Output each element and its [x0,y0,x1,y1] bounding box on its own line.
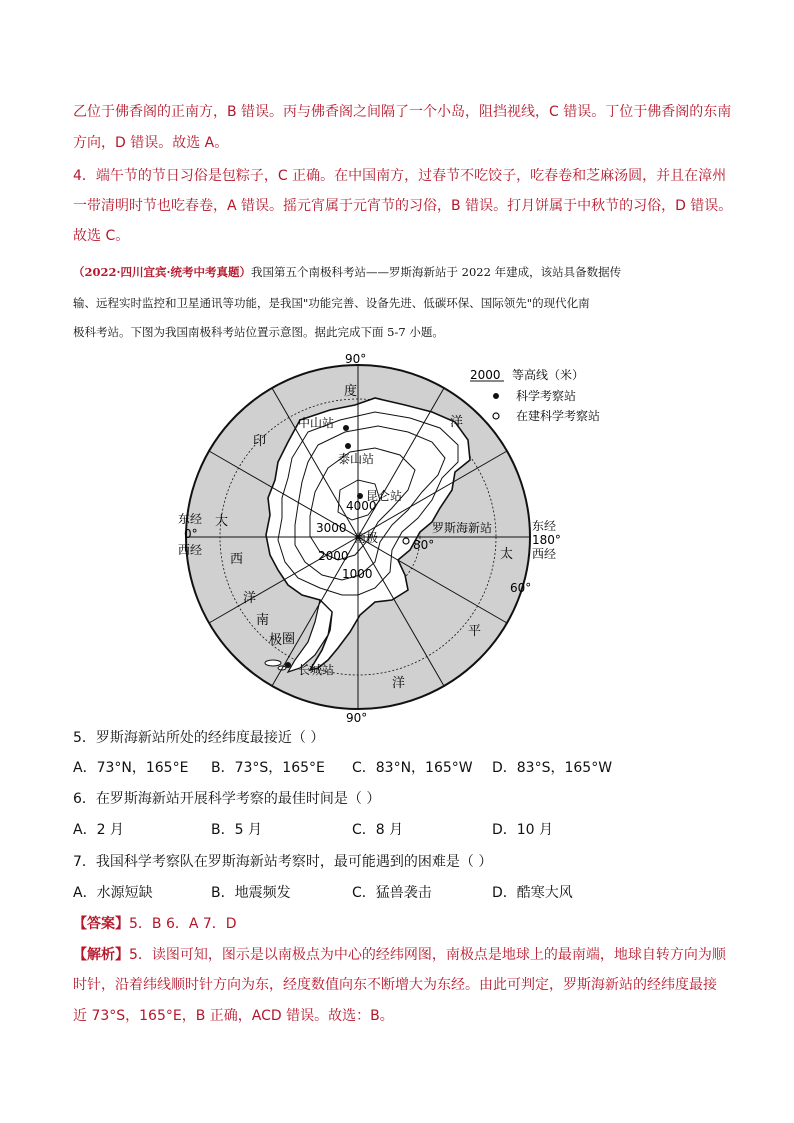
legend-building-icon [493,413,499,419]
antarctic-circle-char: 极 [269,633,283,648]
label-80: 80° [413,538,435,552]
legend-contour-label: 等高线（米） [512,368,585,382]
kunlun-station-marker [357,493,363,499]
explanation-line: 乙位于佛香阁的正南方，B 错误。丙与佛香阁之间隔了一个小岛，阻挡视线，C 错误。丁位于佛香阁的东南 [73,104,732,120]
analysis-text: 5．读图可知，图示是以南极点为中心的经纬网图，南极点是地球上的最南端，地球自转方向为顺 [129,947,726,963]
explanation-line: 方向，D 错误。故选 A。 [73,135,229,151]
q5-option-a[interactable]: A．73°N，165°E [73,760,189,776]
label-90-bottom: 90° [346,711,368,725]
ocean-pacific-char: 太 [500,547,514,562]
label-zero: 0° [184,527,198,541]
south-pole-label: 南极 [354,531,379,545]
q7-option-c[interactable]: C．猛兽袭击 [352,885,432,901]
analysis-line: 近 73°S，165°E，B 正确，ACD 错误。故选：B。 [73,1008,394,1024]
contour-label: 1000 [342,567,373,581]
explanation-item4-line: 故选 C。 [73,228,130,244]
q5-option-c[interactable]: C．83°N，165°W [352,760,473,776]
q6-option-b[interactable]: B．5 月 [211,822,262,838]
answer-line [73,914,237,934]
ocean-atlantic-char: 洋 [243,591,257,606]
ocean-indian-char: 印 [253,434,267,449]
kunlun-station-label: 昆仑站 [366,489,403,503]
antarctic-station-map [170,350,630,725]
ocean-atlantic-char: 西 [230,552,244,567]
label-90-top: 90° [345,352,367,366]
question-6-stem: 6．在罗斯海新站开展科学考察的最佳时间是（ ） [73,791,381,807]
rosssea-station-marker [403,538,409,544]
contour-label: 4000 [346,499,377,513]
antarctic-circle-char: 南 [256,613,270,628]
intro-line: 极科考站。下图为我国南极科考站位置示意图。据此完成下面 5-7 小题。 [73,325,444,339]
intro-text: 我国第五个南极科考站——罗斯海新站于 2022 年建成，该站具备数据传 [251,265,622,279]
q6-option-d[interactable]: D．10 月 [492,822,554,838]
taishan-station-label: 泰山站 [338,452,375,466]
answer-text: 5．B 6．A 7．D [129,916,237,932]
legend-station-icon [493,393,499,399]
changcheng-station-marker [285,662,291,668]
contour-label: 2000 [318,549,349,563]
question-7-stem: 7．我国科学考察队在罗斯海新站考察时，最可能遇到的困难是（ ） [73,854,493,870]
legend-contour-value: 2000 [470,368,501,382]
ocean-pacific-char: 平 [468,624,482,639]
antarctic-circle-char: 圈 [282,632,296,647]
q5-option-d[interactable]: D．83°S，165°W [492,760,613,776]
zhongshan-station-label: 中山站 [298,416,335,430]
label-east-left: 东经 [178,512,203,526]
q7-option-b[interactable]: B．地震频发 [211,885,291,901]
intro-line: 输、远程实时监控和卫星通讯等功能，是我国"功能完善、设备先进、低碳环保、国际领先"的现代化南 [73,296,590,310]
rosssea-station-label: 罗斯海新站 [432,521,493,535]
q7-option-a[interactable]: A．水源短缺 [73,885,153,901]
q5-option-b[interactable]: B．73°S，165°E [211,760,325,776]
label-west-right: 西经 [532,547,557,561]
legend-station-label: 科学考察站 [516,389,577,403]
changcheng-station-label: 长城站 [298,663,335,677]
analysis-tag: 【解析】 [73,947,129,963]
intro-line [73,262,621,282]
q6-option-a[interactable]: A．2 月 [73,822,124,838]
question-5-stem: 5．罗斯海新站所处的经纬度最接近（ ） [73,730,325,746]
ocean-indian-char: 度 [344,384,358,399]
analysis-line: 时针，沿着纬线顺时针方向为东，经度数值向东不断增大为东经。由此可判定，罗斯海新站的经纬度最接 [73,977,717,993]
taishan-station-marker [345,443,351,449]
map-legend [470,367,600,423]
answer-tag: 【答案】 [73,916,129,932]
analysis-line [73,945,726,965]
label-60: 60° [510,581,532,595]
ocean-indian-char: 洋 [450,415,464,430]
ocean-pacific-char: 洋 [392,676,406,691]
legend-building-label: 在建科学考察站 [516,409,601,423]
explanation-item4-line: 一带清明时节也吃春卷，A 错误。摇元宵属于元宵节的习俗，B 错误。打月饼属于中秋节的习俗，D 错误。 [73,198,733,214]
explanation-item4-line: 4．端午节的节日习俗是包粽子，C 正确。在中国南方，过春节不吃饺子，吃春卷和芝麻汤圆，并且在漳州 [73,168,727,184]
q6-option-c[interactable]: C．8 月 [352,822,404,838]
source-tag: （2022·四川宜宾·统考中考真题） [73,265,252,279]
zhongshan-station-marker [343,425,349,431]
label-west-left: 西经 [178,543,203,557]
q7-option-d[interactable]: D．酷寒大风 [492,885,573,901]
label-east-right: 东经 [532,519,557,533]
ocean-atlantic-char: 大 [215,514,229,529]
contour-label: 3000 [316,521,347,535]
label-180: 180° [532,533,561,547]
island [265,660,281,666]
